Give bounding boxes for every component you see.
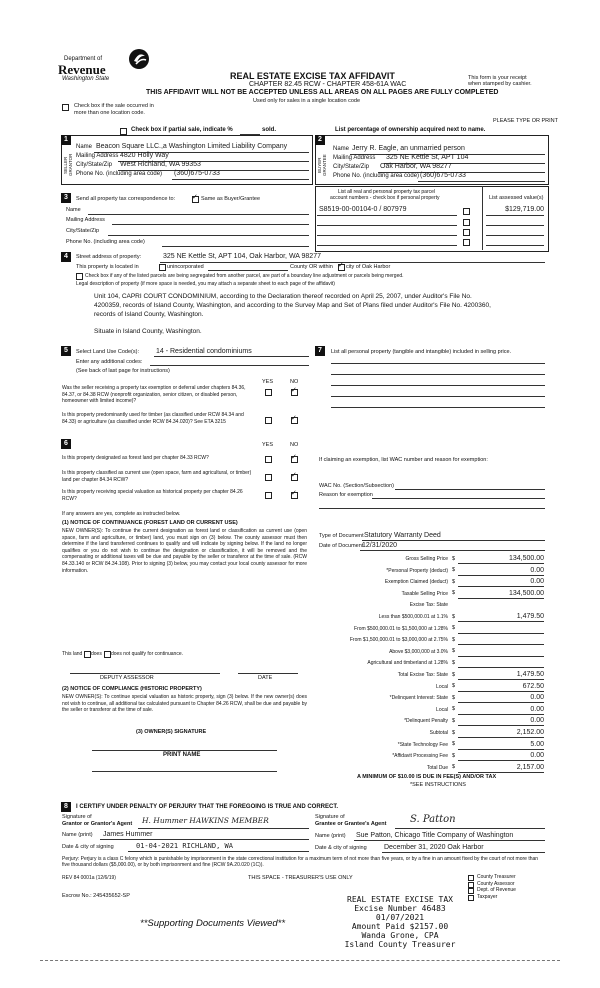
grantee-date-line — [382, 852, 545, 853]
buyer-city[interactable]: Oak Harbor, WA 98277 — [380, 163, 452, 170]
street-address[interactable]: 325 NE Kettle St, APT 104, Oak Harbor, WA 98277 — [163, 253, 321, 260]
dollar-sign: $ — [452, 683, 456, 690]
tax-row-line — [458, 575, 544, 576]
receipt-note-2: when stamped by cashier. — [468, 81, 532, 87]
tax-row-value[interactable]: 5.00 — [530, 740, 544, 748]
tax-row-label: *Delinquent Penalty — [404, 718, 448, 725]
buyer-name-label: Name — [333, 146, 350, 152]
see-back-note: (See back of last page for instructions) — [76, 368, 170, 374]
tax-row-line — [458, 586, 544, 587]
buyer-phone-label: Phone No. (including area code) — [333, 173, 420, 179]
exemption-label: If claiming an exemption, list WAC number and reason for exemption: — [319, 457, 488, 463]
continuance-title: (1) NOTICE OF CONTINUANCE (FOREST LAND OR CURRENT USE) — [62, 520, 238, 526]
s6-q1-yes[interactable] — [265, 456, 272, 463]
personal-line-3[interactable] — [331, 385, 545, 386]
wac-line[interactable] — [395, 489, 545, 490]
section-3-number: 3 — [61, 193, 71, 203]
tax-row-value[interactable]: 2,157.00 — [516, 763, 544, 771]
stamp-line-3: 01/07/2021 — [375, 913, 425, 922]
single-location-note: Used only for sales in a single location code — [253, 98, 361, 104]
reason-label: Reason for exemption — [319, 492, 373, 498]
dollar-sign: $ — [452, 625, 456, 632]
copy-checkbox[interactable] — [468, 888, 474, 894]
rev-number: REV 84 0001a (12/6/19) — [62, 875, 116, 881]
sold-label: sold. — [262, 127, 277, 133]
seller-name[interactable]: Beacon Square LLC.,a Washington Limited Liability Company — [96, 143, 288, 150]
tax-row-label: Taxable Selling Price — [401, 590, 448, 597]
deputy-date-line[interactable] — [238, 673, 298, 674]
tax-row-value[interactable]: 2,152.00 — [516, 729, 544, 736]
land-use-label: Select Land Use Code(s): — [76, 349, 139, 355]
street-line — [160, 262, 545, 263]
county-or-label: County OR within — [290, 264, 333, 270]
land-use-line — [154, 356, 309, 357]
tax-row-line — [458, 725, 544, 726]
legal-description-2[interactable]: 4200359, records of Island County, Washington, and according to the Survey Map and Set of Plans filed under Auditor's File No. 4200360, — [94, 302, 491, 309]
dollar-sign: $ — [452, 741, 456, 748]
tax-row-label: From $1,500,000.01 to $3,000,000 at 2.75% — [349, 637, 448, 644]
grantor-signature[interactable]: H. Hummer HAWKINS MEMBER — [142, 816, 269, 825]
escrow-number: Escrow No.: 245435652-SP — [62, 893, 130, 899]
seller-phone[interactable]: (360)675-0733 — [174, 170, 220, 177]
personal-property-label: List all personal property (tangible and intangible) included in selling price. — [331, 349, 512, 355]
owner-signature-line[interactable] — [92, 750, 277, 751]
tax-row-label: Excise Tax: State — [409, 602, 448, 609]
dollar-sign: $ — [452, 555, 456, 562]
city-of-label: city of Oak Harbor — [346, 264, 391, 270]
supporting-docs-note: **Supporting Documents Viewed** — [140, 918, 286, 929]
dollar-sign: $ — [452, 578, 456, 585]
scan-edge-line — [40, 960, 560, 961]
assessed-line-3 — [486, 235, 544, 236]
section-1-number: 1 — [61, 135, 71, 145]
land-use-code[interactable]: 14 - Residential condominiums — [156, 348, 252, 355]
please-type: PLEASE TYPE OR PRINT — [493, 118, 559, 124]
buyer-mailing-label: Mailing Address — [333, 155, 376, 161]
section-5-number: 5 — [61, 346, 71, 356]
grantee-sig-label-2: Grantee or Grantee's Agent — [315, 821, 387, 827]
owner-signature-label: (3) OWNER(S) SIGNATURE — [136, 729, 207, 735]
s6-q3-check-icon: ✓ — [291, 490, 297, 497]
grantee-name[interactable]: Sue Patton, Chicago Title Company of Washington — [356, 832, 514, 839]
s6-q2-yes[interactable] — [265, 474, 272, 481]
additional-codes-label: Enter any additional codes: — [76, 359, 143, 365]
grantor-sig-line — [138, 828, 309, 829]
grantor-name-label: Name (print) — [62, 832, 93, 838]
see-instructions: *SEE INSTRUCTIONS — [410, 782, 466, 788]
tax-row-line — [458, 679, 544, 680]
copy-label: County Treasurer — [477, 874, 516, 880]
does-not-qualify-checkbox[interactable] — [104, 651, 111, 658]
partial-sale-label: Check box if partial sale, indicate % — [131, 127, 233, 133]
tax-row-line — [458, 644, 544, 645]
dollar-sign: $ — [452, 590, 456, 597]
receipt-note-1: This form is your receipt — [468, 75, 527, 81]
personal-property-checkbox-1[interactable] — [463, 208, 470, 215]
tax-row-line — [458, 714, 544, 715]
s5-question-2: Is this property predominantly used for timber (as classified under RCW 84.34 and 84.33) or agriculture (as classified under RCW 84.34.020)? See ETA 3215 — [62, 412, 244, 425]
s5-q1-check-icon: ✓ — [291, 387, 297, 394]
stamp-line-5: Wanda Grone, CPA — [361, 931, 439, 940]
tax-row-value[interactable]: 0.00 — [530, 717, 544, 725]
tax-row-label: Exemption Claimed (deduct) — [384, 579, 448, 586]
s6-q1-check-icon: ✓ — [291, 454, 297, 461]
section-4-number: 4 — [61, 252, 71, 262]
segregated-label: Check box if any of the listed parcels are being segregated from another parcel, are part of a boundary line adjustment or parcels being merged. — [85, 273, 404, 279]
s5-yes-header: YES — [262, 379, 274, 385]
city-check-mark-icon: ✓ — [338, 262, 344, 269]
s6-question-3: Is this property receiving special valuation as historical property per chapter 84.26 RCW? — [62, 489, 243, 502]
dor-logo-icon — [128, 48, 150, 70]
does-label: does — [91, 651, 102, 657]
tax-row-value[interactable]: 1,479.50 — [516, 671, 544, 678]
tax-row-label: Less than $500,000.01 at 1.1% — [378, 614, 448, 620]
parcel-divider — [482, 186, 483, 250]
form-chapter: CHAPTER 82.45 RCW - CHAPTER 458-61A WAC — [249, 81, 407, 88]
personal-line-5[interactable] — [331, 407, 545, 408]
dollar-sign: $ — [452, 764, 456, 771]
located-in-label: This property is located in — [76, 264, 139, 270]
grantee-sig-label-1: Signature of — [315, 814, 345, 820]
personal-line-1[interactable] — [331, 363, 545, 364]
dollar-sign: $ — [452, 648, 456, 655]
continuance-text: NEW OWNER(S): To continue the current designation as forest land or classification as current use (open space, farm and agriculture, or timber) land, you must sign on (3) below. The county assessor must then determine if the land transferred continues to qualify and will indicate by signing below. If the land no longer qualifies or you do not wish to continue the designation or classification, it will be removed and the compensating or additional taxes will be due and payable by the seller or transferor at the time of sale. (RCW 84.33.140 or RCW 84.34.108). Prior to signing (3) below, you may contact your local county assessor for more information. — [62, 528, 307, 574]
parcel-line-1 — [317, 215, 457, 216]
reason-line-2[interactable] — [319, 508, 545, 509]
tax-row-value[interactable]: 0.00 — [530, 694, 544, 702]
s6-question-2: Is this property classified as current use (open space, farm and agricultural, or timber) land per chapter 84.34 RCW? — [62, 470, 252, 483]
unincorporated-label: unincorporated — [167, 264, 204, 270]
copy-label: Dept. of Revenue — [477, 887, 516, 893]
doc-type-label: Type of Document — [319, 533, 364, 539]
s5-no-header: NO — [290, 379, 299, 385]
parcel-number[interactable]: S8519-00-00104-0 / 807979 — [319, 206, 407, 213]
stamp-line-4: Amount Paid $2157.00 — [351, 922, 449, 931]
assessed-line-2 — [486, 225, 544, 226]
corr-mailing-line[interactable] — [112, 224, 309, 225]
grantor-sig-label-1: Signature of — [62, 814, 92, 820]
grantor-date-city[interactable]: 01-04-2021 RICHLAND, WA — [136, 842, 233, 850]
personal-property-checkbox-4[interactable] — [463, 239, 470, 246]
doc-date-label: Date of Document — [319, 543, 364, 549]
does-qualify-checkbox[interactable] — [84, 651, 91, 658]
additional-codes-line[interactable] — [150, 365, 309, 366]
legal-label: Legal description of property (if more space is needed, you may attach a separate sheet to each page of the affidavit) — [76, 281, 335, 287]
tax-row-line — [458, 691, 544, 692]
tax-row-label: *Affidavit Processing Fee — [392, 753, 448, 760]
situate-text[interactable]: Situate in Island County, Washington. — [94, 328, 202, 335]
grantee-date-label: Date & city of signing — [315, 845, 367, 851]
personal-property-checkbox-3[interactable] — [463, 229, 470, 236]
s5-q2-yes[interactable] — [265, 417, 272, 424]
seller-city[interactable]: West Richland, WA 99353 — [120, 161, 201, 168]
s5-question-1: Was the seller receiving a property tax exemption or deferral under chapters 84.36, 84.37, or 84.38 RCW (nonprofit organization, senior citizen, or disabled person, homeowner with limited income)? — [62, 385, 246, 405]
corr-phone-label: Phone No. (including area code) — [66, 239, 145, 245]
dollar-sign: $ — [452, 694, 456, 701]
does-not-label: does not qualify for continuance. — [111, 651, 183, 657]
copy-checkbox[interactable] — [468, 882, 474, 888]
stamp-line-1: REAL ESTATE EXCISE TAX — [347, 895, 453, 904]
stamp-line-2: Excise Number 46483 — [354, 904, 446, 913]
corr-mailing-label: Mailing Address — [66, 217, 105, 223]
s6-q2-check-icon: ✓ — [291, 472, 297, 479]
grantee-date-city[interactable]: December 31, 2020 Oak Harbor — [384, 844, 484, 851]
personal-line-4[interactable] — [331, 396, 545, 397]
tax-row-line — [458, 772, 544, 773]
s6-q3-yes[interactable] — [265, 492, 272, 499]
ownership-note: List percentage of ownership acquired next to name. — [335, 127, 486, 133]
section-6-number: 6 — [61, 439, 71, 449]
seller-city-label: City/State/Zip — [76, 162, 113, 168]
buyer-phone[interactable]: (360)675-0733 — [420, 172, 466, 179]
seller-name-label: Name — [76, 144, 93, 150]
dollar-sign: $ — [452, 659, 456, 666]
deputy-signature-line[interactable] — [70, 673, 220, 674]
tax-row-value[interactable]: 0.00 — [530, 566, 544, 574]
tax-row-label: *Personal Property (deduct) — [386, 567, 448, 574]
dept-line-3: Washington State — [62, 76, 110, 82]
seller-side-label: SELLER GRANTOR — [63, 153, 73, 177]
doc-type-line — [362, 540, 545, 541]
minimum-due-note: A MINIMUM OF $10.00 IS DUE IN FEE(S) AND/OR TAX — [357, 774, 497, 780]
tax-row-label: Total Excise Tax: State — [397, 672, 448, 678]
unincorporated-checkbox[interactable] — [159, 264, 166, 271]
seller-phone-line — [172, 179, 309, 180]
s5-q2-check-icon: ✓ — [291, 415, 297, 422]
assessed-value[interactable]: $129,719.00 — [505, 206, 544, 213]
copy-checkbox[interactable] — [468, 875, 474, 881]
section-7-number: 7 — [315, 346, 325, 356]
parcel-header-2: account numbers - check box if personal property — [330, 195, 440, 201]
personal-line-2[interactable] — [331, 374, 545, 375]
corr-name-line[interactable] — [88, 214, 309, 215]
seller-mailing[interactable]: 4820 Holly Way — [120, 152, 169, 159]
tax-row-label: Total Due — [426, 764, 448, 771]
buyer-mailing[interactable]: 325 NE Kettle St, APT 104 — [386, 154, 469, 161]
dollar-sign: $ — [452, 717, 456, 724]
partial-sale-checkbox[interactable] — [120, 128, 127, 135]
dollar-sign: $ — [452, 636, 456, 643]
reason-line[interactable] — [372, 498, 545, 499]
tax-row-value[interactable]: 0.00 — [530, 578, 544, 586]
dollar-sign: $ — [452, 729, 456, 736]
tax-row-line — [458, 563, 544, 564]
multi-location-label-1: Check box if the sale occurred in — [74, 103, 154, 109]
doc-date-line — [360, 550, 545, 551]
stamp-line-6: Island County Treasurer — [344, 940, 456, 949]
tax-row-label: Agricultural and timberland at 1.28% — [367, 660, 448, 667]
seller-phone-label: Phone No. (including area code) — [76, 171, 163, 177]
multi-location-label-2: more than one location code. — [74, 110, 145, 116]
grantee-signature[interactable]: S. Patton — [410, 814, 456, 825]
if-yes-note: If any answers are yes, complete as instructed below. — [62, 511, 181, 517]
parcel-line-2 — [317, 225, 457, 226]
tax-row-line — [458, 760, 544, 761]
parcel-header-1: List all real and personal property tax parcel — [338, 189, 435, 195]
buyer-phone-line — [418, 181, 545, 182]
tax-row-line — [458, 667, 544, 668]
tax-row-value[interactable]: 0.00 — [530, 705, 544, 713]
tax-row-label: Above $3,000,000 at 3.0% — [389, 648, 448, 655]
deputy-date-label: DATE — [258, 675, 273, 681]
dollar-sign: $ — [452, 752, 456, 759]
perjury-note: Perjury: Perjury is a class C felony which is punishable by imprisonment in the state correctional institution for a maximum term of not more than five years, or by a fine in an amount fixed by the court of not more than five thousand dollars ($5,000.00), or by both imprisonment and fine (RCW 9A.20.020 (1C)). — [62, 856, 539, 868]
legal-description-1[interactable]: Unit 104, CAPRI COURT CONDOMINIUM, according to the Declaration thereof recorded on April 25, 2007, under Auditor's File No. — [94, 293, 472, 300]
s5-q1-yes[interactable] — [265, 389, 272, 396]
corr-city-line[interactable] — [108, 235, 309, 236]
tax-row-line — [458, 702, 544, 703]
tax-row-line — [458, 621, 544, 622]
same-as-buyer-label: Same as Buyer/Grantee — [201, 196, 261, 202]
assessed-line-4 — [486, 245, 544, 246]
grantor-sig-label-2: Grantor or Grantor's Agent — [62, 821, 133, 827]
tax-row-label: Subtotal — [429, 730, 448, 736]
grantor-date-label: Date & city of signing — [62, 844, 114, 850]
tax-row-label: From $500,000.01 to $1,500,000 at 1.28% — [354, 625, 448, 632]
doc-type[interactable]: Statutory Warranty Deed — [364, 532, 441, 539]
section-2-number: 2 — [315, 135, 325, 145]
street-label: Street address of property: — [76, 254, 142, 260]
grantor-name[interactable]: James Hummer — [103, 831, 153, 838]
wac-label: WAC No. (Section/Subsection) — [319, 483, 394, 489]
form-warning: THIS AFFIDAVIT WILL NOT BE ACCEPTED UNLESS ALL AREAS ON ALL PAGES ARE FULLY COMPLETED — [146, 89, 499, 96]
legal-description-3[interactable]: records of Island County, Washington. — [94, 311, 204, 318]
s6-no-header: NO — [290, 442, 299, 448]
deputy-label: DEPUTY ASSESSOR — [100, 675, 154, 681]
tax-row-value[interactable]: 1,479.50 — [516, 613, 544, 620]
dollar-sign: $ — [452, 613, 456, 620]
parcel-line-4 — [317, 245, 457, 246]
county-line — [208, 270, 288, 271]
tax-row-label: *Delinquent Interest: State — [389, 695, 448, 702]
dor-logo — [58, 48, 158, 84]
tax-row-line — [458, 749, 544, 750]
corr-name-label: Name — [66, 207, 81, 213]
dollar-sign: $ — [452, 567, 456, 574]
grantor-date-line — [128, 851, 309, 852]
tax-row-value[interactable]: 0.00 — [530, 752, 544, 760]
copy-label: County Assessor — [477, 880, 515, 887]
seller-mailing-label: Mailing Address — [76, 153, 119, 159]
dept-line-1: Department of — [64, 56, 103, 62]
tax-row-label: Local — [436, 706, 448, 713]
treasurer-only-label: THIS SPACE - TREASURER'S USE ONLY — [248, 875, 353, 881]
multi-location-checkbox[interactable] — [62, 104, 69, 111]
tax-row-line — [458, 598, 544, 599]
tax-row-label: *State Technology Fee — [397, 741, 448, 748]
tax-row-label: Gross Selling Price — [405, 556, 448, 562]
tax-row-line — [458, 656, 544, 657]
tax-row-label: Local — [436, 683, 448, 690]
grantee-name-label: Name (print) — [315, 833, 346, 839]
personal-property-checkbox-2[interactable] — [463, 219, 470, 226]
qualify-label: This land — [62, 651, 83, 657]
tax-row-value[interactable]: 134,500.00 — [508, 589, 544, 597]
grantor-name-line — [100, 839, 309, 840]
dept-line-2: Revenue — [58, 62, 106, 77]
parcel-line-3 — [317, 235, 457, 236]
assessed-header: List assessed value(s) — [489, 195, 544, 201]
dollar-sign: $ — [452, 706, 456, 713]
send-correspondence-label: Send all property tax correspondence to: — [76, 196, 176, 202]
historic-text: NEW OWNER(S): To continue special valuation as historic property, sign (3) below. If the new owner(s) does not wish to continue, all additional tax calculated pursuant to Chapter 84.26 RCW, shall be due and payable by the seller or transferor at the time of sale. — [62, 694, 307, 714]
print-name-label: PRINT NAME — [163, 752, 201, 758]
dollar-sign: $ — [452, 671, 456, 678]
grantee-sig-line — [395, 828, 545, 829]
tax-row-value[interactable]: 134,500.00 — [508, 555, 544, 562]
s6-yes-header: YES — [262, 442, 274, 448]
tax-row-line — [458, 737, 544, 738]
tax-row-value[interactable]: 672.50 — [522, 682, 544, 690]
corr-phone-line[interactable] — [162, 246, 309, 247]
segregated-checkbox[interactable] — [76, 273, 83, 280]
tax-row-line — [458, 633, 544, 634]
s6-question-1: Is this property designated as forest land per chapter 84.33 RCW? — [62, 455, 209, 461]
doc-date[interactable]: 12/31/2020 — [362, 542, 398, 549]
print-name-line[interactable] — [92, 771, 277, 772]
section-8-number: 8 — [61, 802, 71, 812]
form-title: REAL ESTATE EXCISE TAX AFFIDAVIT — [230, 71, 395, 81]
check-mark-icon: ✓ — [192, 194, 198, 201]
buyer-name[interactable]: Jerry R. Eagle, an unmarried person — [352, 145, 465, 152]
certify-statement: I CERTIFY UNDER PENALTY OF PERJURY THAT THE FOREGOING IS TRUE AND CORRECT. — [76, 804, 339, 810]
buyer-side-label: BUYER GRANTEE — [317, 154, 327, 176]
buyer-city-label: City/State/Zip — [333, 164, 370, 170]
corr-city-label: City/State/Zip — [66, 228, 100, 234]
copy-label: Taxpayer — [477, 893, 498, 900]
assessed-line-1 — [486, 215, 544, 216]
grantee-name-line — [354, 840, 545, 841]
historic-title: (2) NOTICE OF COMPLIANCE (HISTORIC PROPERTY) — [62, 686, 202, 692]
